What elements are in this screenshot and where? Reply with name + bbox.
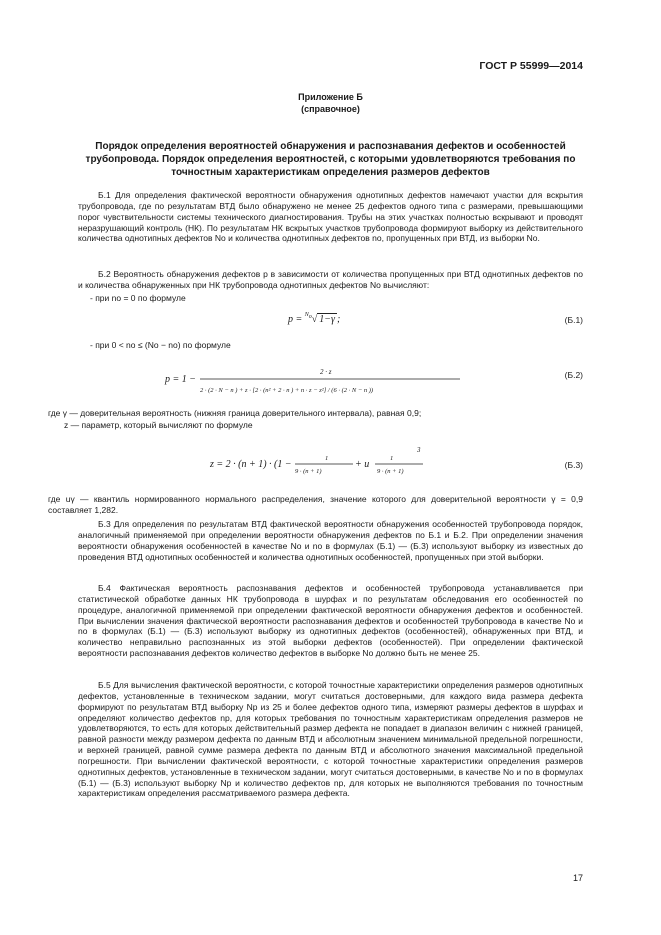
- z-definition: z — параметр, который вычисляют по формуле: [64, 420, 253, 430]
- svg-text:2 · (2 · N − n ) + z · [2 · (: 2 · (2 · N − n ) + z · [2 · (n² + 2 · n ) + n · z − z²] / (6 · (2 · N − n )): [200, 387, 374, 394]
- paragraph-b1: Б.1 Для определения фактической вероятности обнаружения однотипных дефектов намечают участки для вскрытия трубопровода, где по результатам ВТД было обнаружено не менее 25 дефектов одного типа с размерами, превышающими порог чувствительности системы технического диагностирования. Трубы на этих участках полностью вскрывают и проводят неразрушающий контроль (НК). По результатам НК вскрытых участков трубопровода формируют выборку из действительного количества однотипных дефектов Nо и количества однотипных дефектов nо, пропущенных при ВТД, из выборки Nо.: [78, 190, 583, 244]
- gamma-definition: где γ — доверительная вероятность (нижняя граница доверительного интервала), равная 0,9;: [48, 408, 422, 418]
- u-definition: где uγ — квантиль нормированного нормального распределения, значение которого для доверительной вероятности γ = 0,9 составляет 1,282.: [48, 494, 583, 515]
- paragraph-b5: Б.5 Для вычисления фактической вероятности, с которой точностные характеристики определения размеров однотипных дефектов, установленные в техническом задании, могут считаться достоверными, для каждого вида размера дефекта формируют по результатам ВТД выборку Np из 25 и более дефектов одного типа, измеряют размеры дефектов в шурфах и определяют количество дефектов np, для которых требования по точностным характеристикам определения размеров не удовлетворяются, то есть для которых действительный размер дефекта не попадает в диапазон величин с нижней границей, равной разности между размером дефекта по данным ВТД и абсолютным значением минимальной предельной погрешности, и верхней границей, равной сумме размера дефекта по данным ВТД и абсолютного значения максимальной предельной погрешности. При вычислении фактической вероятности, с которой точностные характеристики определения размеров однотипных дефектов, установленные в техническом задании, могут считаться достоверными, в качестве Nо и nо в формулах (Б.1) — (Б.3) используют выборку Np и количество дефектов np, для которых не выполняются требования по точностным характеристикам определения рассматриваемого размера дефекта.: [78, 680, 583, 799]
- equation-b3: [205, 440, 430, 490]
- equation-b1: p = $^{N_о}$√ 1−γ ;: [288, 312, 341, 325]
- appendix-subtitle: (справочное): [301, 104, 360, 114]
- paragraph-b3: Б.3 Для определения по результатам ВТД фактической вероятности обнаружения особенностей трубопровода порядок, аналогичный применяемой при определении вероятности обнаружения дефектов по Б.1 и Б.2. При определении значения вероятности обнаружения особенностей в качестве Nо и nо в формулах (Б.1) — (Б.3) используют выборку из известных до проведения ВТД однотипных особенностей и количества однотипных особенностей, пропущенных при этой выборки.: [78, 519, 583, 562]
- svg-text:2 · z: 2 · z: [320, 368, 332, 376]
- svg-text:z = 2 · (n + 1) · (1 −: z = 2 · (n + 1) · (1 −: [210, 459, 292, 470]
- equation-b3-number: (Б.3): [564, 460, 583, 470]
- svg-text:1: 1: [325, 455, 329, 462]
- svg-text:p = 1 −: p = 1 −: [165, 374, 196, 385]
- svg-text:3: 3: [417, 446, 421, 454]
- standard-number: ГОСТ Р 55999—2014: [479, 60, 583, 72]
- case-2-label: - при 0 < nо ≤ (Nо − nо) по формуле: [90, 340, 231, 350]
- section-title: Порядок определения вероятностей обнаружения и распознавания дефектов и особенностей трубопровода. Порядок определения вероятностей, с которыми удовлетворяются требования по точностным характеристикам определения размеров дефектов: [85, 141, 576, 178]
- svg-text:+ u: + u: [355, 459, 370, 470]
- equation-b1-number: (Б.1): [564, 315, 583, 325]
- svg-text:9 · (n + 1): 9 · (n + 1): [295, 468, 322, 475]
- appendix-title: Приложение Б: [298, 92, 363, 102]
- equation-b2: [150, 362, 480, 398]
- equation-b2-number: (Б.2): [564, 370, 583, 380]
- page-number: 17: [572, 873, 583, 883]
- svg-text:9 · (n + 1): 9 · (n + 1): [377, 468, 404, 475]
- case-1-label: - при nо = 0 по формуле: [90, 293, 186, 303]
- svg-text:1: 1: [390, 455, 394, 462]
- paragraph-b4: Б.4 Фактическая вероятность распознавания дефектов и особенностей трубопровода устанавливается при статистической обработке данных НК трубопровода в шурфах и по результатам обследования его особенностей по процедуре, аналогичной применяемой при определении фактической вероятности обнаружения дефектов и особенностей. При вычислении значения фактической вероятности распознавания дефектов и особенностей трубопровода в качестве Nо и nо в формулах (Б.1) — (Б.3) используют выборку из однотипных дефектов (особенностей), обнаруженных при ВТД, и количество неправильно распознанных из этой выборки дефектов (особенностей). При определении фактической вероятности распознавания дефектов количество дефектов в выборке Nо должно быть не менее 25.: [78, 583, 583, 659]
- paragraph-b2: Б.2 Вероятность обнаружения дефектов p в зависимости от количества пропущенных при ВТД однотипных дефектов nо и количества обнаруженных при НК трубопровода однотипных дефектов Nо вычисляют:: [78, 269, 583, 290]
